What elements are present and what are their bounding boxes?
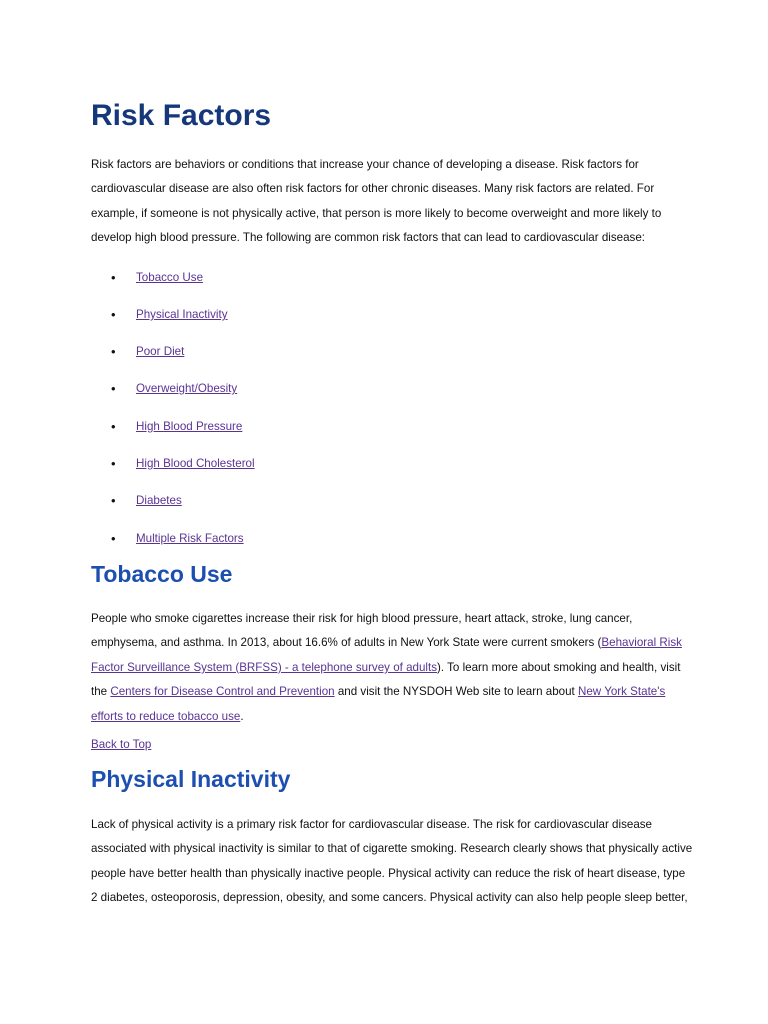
intro-line-2: cardiovascular disease are also often risk factors for other chronic diseases. Many risk factors are related. For — [91, 182, 655, 195]
link-overweight-obesity[interactable]: Overweight/Obesity — [136, 382, 238, 395]
tobacco-line-4 — [91, 684, 665, 700]
link-brfss[interactable]: Behavioral Risk — [601, 636, 682, 649]
link-high-blood-cholesterol[interactable]: High Blood Cholesterol — [136, 457, 255, 470]
page-title: Risk Factors — [91, 99, 272, 132]
intro-line-4: develop high blood pressure. The following are common risk factors that can lead to cardiovascular disease: — [91, 231, 646, 244]
intro-line-3: example, if someone is not physically active, that person is more likely to become overweight and more likely to — [91, 207, 662, 220]
link-cdc[interactable]: Centers for Disease Control and Prevention — [110, 685, 335, 698]
link-diabetes[interactable]: Diabetes — [136, 494, 182, 507]
bullet-icon: • — [111, 344, 116, 359]
link-tobacco-use[interactable]: Tobacco Use — [136, 271, 204, 284]
link-nys-efforts-continued[interactable]: efforts to reduce tobacco use — [91, 710, 241, 723]
bullet-icon: • — [111, 493, 116, 508]
bullet-icon: • — [111, 270, 116, 285]
intro-line-1: Risk factors are behaviors or conditions that increase your chance of developing a disease. Risk factors for — [91, 158, 639, 171]
bullet-icon: • — [111, 419, 116, 434]
link-nys-efforts[interactable]: New York State's — [577, 685, 666, 698]
bullet-icon: • — [111, 307, 116, 322]
section-heading-physical-inactivity: Physical Inactivity — [91, 766, 291, 792]
tobacco-line-3 — [91, 660, 680, 676]
physical-line-1: Lack of physical activity is a primary risk factor for cardiovascular disease. The risk for cardiovascular disease — [91, 818, 653, 831]
tobacco-line-1: People who smoke cigarettes increase their risk for high blood pressure, heart attack, stroke, lung cancer, — [91, 612, 633, 625]
section-heading-tobacco-use: Tobacco Use — [91, 561, 233, 587]
physical-line-3: people have better health than physically inactive people. Physical activity can reduce the risk of heart disease, type — [91, 867, 686, 880]
bullet-icon: • — [111, 531, 116, 546]
physical-line-4: 2 diabetes, osteoporosis, depression, obesity, and some cancers. Physical activity can also help people sleep better, — [91, 891, 688, 904]
link-physical-inactivity[interactable]: Physical Inactivity — [136, 308, 228, 321]
back-to-top-link[interactable]: Back to Top — [91, 738, 152, 751]
tobacco-line-3-text: ). To learn more about smoking and health, visit — [437, 661, 681, 674]
tobacco-line-4-pre: the — [91, 685, 111, 698]
link-multiple-risk-factors[interactable]: Multiple Risk Factors — [136, 532, 244, 545]
tobacco-line-2 — [91, 635, 682, 651]
tobacco-line-5 — [91, 709, 244, 725]
link-brfss-continued[interactable]: Factor Surveillance System (BRFSS) - a telephone survey of adults — [91, 661, 438, 674]
link-poor-diet[interactable]: Poor Diet — [136, 345, 185, 358]
bullet-icon: • — [111, 456, 116, 471]
tobacco-line-2-text: emphysema, and asthma. In 2013, about 16.6% of adults in New York State were current smokers ( — [91, 636, 602, 649]
link-high-blood-pressure[interactable]: High Blood Pressure — [136, 420, 243, 433]
tobacco-line-4-mid: and visit the NYSDOH Web site to learn about — [334, 685, 578, 698]
physical-line-2: associated with physical inactivity is similar to that of cigarette smoking. Research clearly shows that physically active — [91, 842, 693, 855]
bullet-icon: • — [111, 381, 116, 396]
tobacco-line-5-post: . — [240, 710, 244, 723]
